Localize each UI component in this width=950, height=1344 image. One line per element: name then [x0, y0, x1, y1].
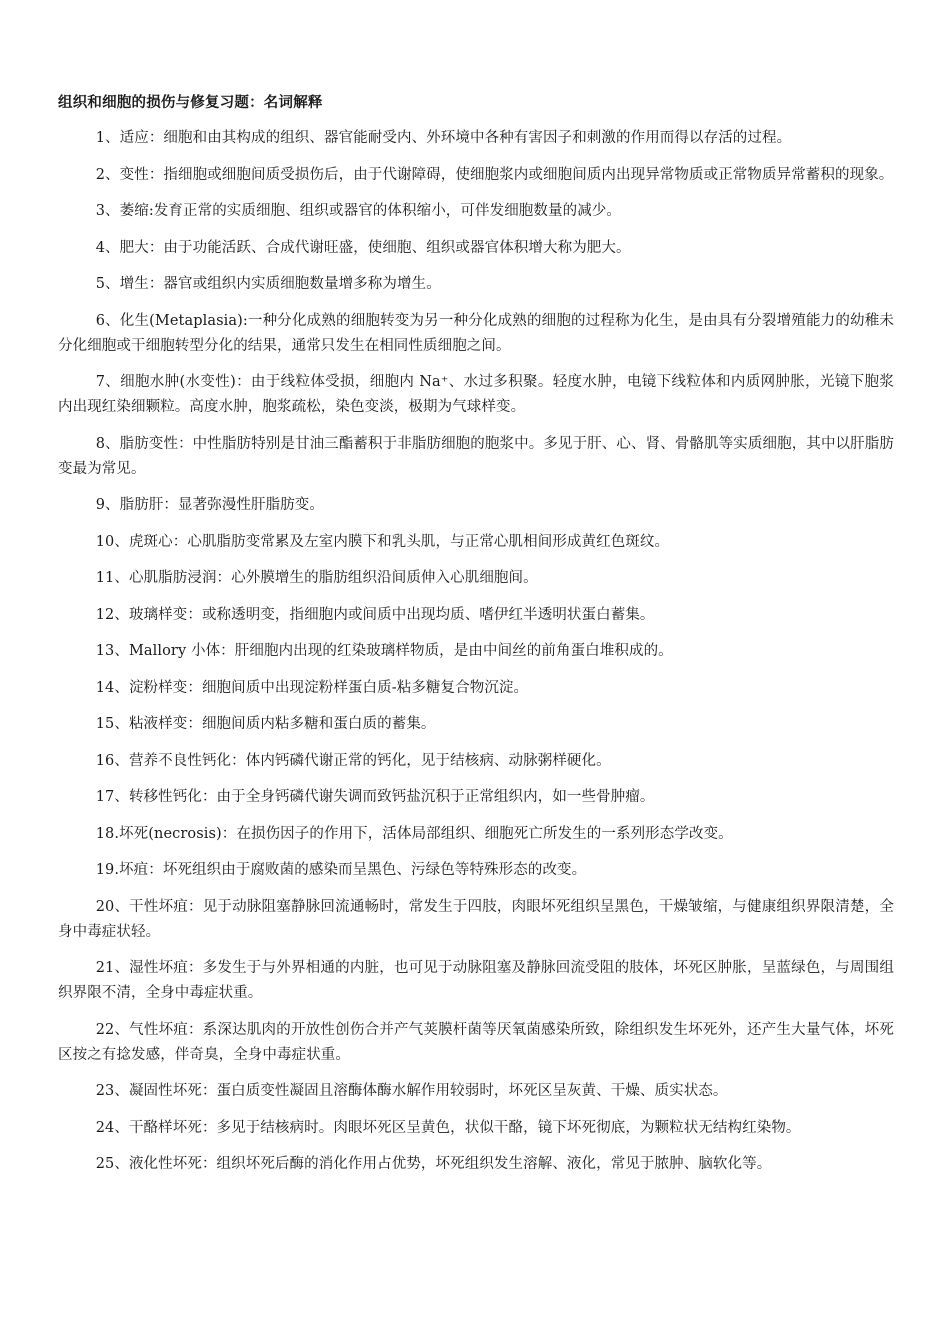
term-list	[58, 126, 894, 1177]
term-entry-2: 2、变性：指细胞或细胞间质受损伤后，由于代谢障碍，使细胞浆内或细胞间质内出现异常物质或正常物质异常蓄积的现象。	[95, 166, 894, 183]
term-entry-11: 11、心肌脂肪浸润：心外膜增生的脂肪组织沿间质伸入心肌细胞间。	[95, 570, 538, 586]
term-entry-18: 18.坏死(necrosis)：在损伤因子的作用下，活体局部组织、细胞死亡所发生的一系列形态学改变。	[95, 825, 733, 842]
term-entry-4: 4、肥大：由于功能活跃、合成代谢旺盛，使细胞、组织或器官体积增大称为肥大。	[95, 239, 631, 256]
term-entry-16: 16、营养不良性钙化：体内钙磷代谢正常的钙化，见于结核病、动脉粥样硬化。	[95, 752, 611, 769]
term-entry-25: 25、液化性坏死：组织坏死后酶的消化作用占优势，坏死组织发生溶解、液化，常见于脓肿、脑软化等。	[95, 1156, 772, 1172]
term-entry-23: 23、凝固性坏死：蛋白质变性凝固且溶酶体酶水解作用较弱时，坏死区呈灰黄、干燥、质实状态。	[95, 1083, 728, 1099]
footer-watermark	[300, 1283, 660, 1295]
term-entry-9: 9、脂肪肝：显著弥漫性肝脂肪变。	[95, 497, 325, 513]
term-entry-10: 10、虎斑心：心肌脂肪变常累及左室内膜下和乳头肌，与正常心肌相间形成黄红色斑纹。	[95, 533, 670, 550]
term-entry-12: 12、玻璃样变：或称透明变，指细胞内或间质中出现均质、嗜伊红半透明状蛋白蓄集。	[95, 606, 655, 623]
term-entry-17: 17、转移性钙化：由于全身钙磷代谢失调而致钙盐沉积于正常组织内，如一些骨肿瘤。	[95, 789, 655, 805]
term-entry-20: 20、干性坏疽：见于动脉阻塞静脉回流通畅时，常发生于四肢，肉眼坏死组织呈黑色，干燥皱缩，与健康组织界限清楚，全身中毒症状轻。	[58, 898, 894, 940]
term-entry-1: 1、适应：细胞和由其构成的组织、器官能耐受内、外环境中各种有害因子和刺激的作用而得以存活的过程。	[95, 130, 792, 146]
term-entry-14: 14、淀粉样变：细胞间质中出现淀粉样蛋白质-粘多糖复合物沉淀。	[95, 679, 529, 696]
term-entry-6: 6、化生(Metaplasia):一种分化成熟的细胞转变为另一种分化成熟的细胞的过程称为化生，是由具有分裂增殖能力的幼稚未分化细胞或干细胞转型分化的结果，通常只发生在相同性质细胞之间。	[58, 312, 894, 354]
term-entry-5: 5、增生：器官或组织内实质细胞数量增多称为增生。	[95, 276, 441, 292]
document-page	[58, 92, 894, 1189]
document-title: 组织和细胞的损伤与修复习题：名词解释	[58, 95, 323, 111]
term-entry-22: 22、气性坏疽：系深达肌肉的开放性创伤合并产气荚膜杆菌等厌氧菌感染所致，除组织发生坏死外，还产生大量气体，坏死区按之有捻发感，伴奇臭，全身中毒症状重。	[58, 1021, 894, 1063]
term-entry-21: 21、湿性坏疽：多发生于与外界相通的内脏，也可见于动脉阻塞及静脉回流受阻的肢体，坏死区肿胀，呈蓝绿色，与周围组织界限不清，全身中毒症状重。	[58, 960, 894, 1001]
term-entry-13: 13、Mallory 小体：肝细胞内出现的红染玻璃样物质，是由中间丝的前角蛋白堆积成的。	[95, 643, 673, 659]
term-entry-3: 3、萎缩:发育正常的实质细胞、组织或器官的体积缩小，可伴发细胞数量的减少。	[95, 203, 621, 219]
term-entry-8: 8、脂肪变性：中性脂肪特别是甘油三酯蓄积于非脂肪细胞的胞浆中。多见于肝、心、肾、骨骼肌等实质细胞，其中以肝脂肪变最为常见。	[58, 435, 894, 477]
term-entry-7: 7、细胞水肿(水变性)：由于线粒体受损，细胞内 Na⁺、水过多积聚。轻度水肿，电镜下线粒体和内质网肿胀，光镜下胞浆内出现红染细颗粒。高度水肿，胞浆疏松，染色变淡，极期为气球样变。	[58, 374, 894, 415]
term-entry-24: 24、干酪样坏死：多见于结核病时。肉眼坏死区呈黄色，状似干酪，镜下坏死彻底，为颗粒状无结构红染物。	[95, 1119, 801, 1136]
term-entry-15: 15、粘液样变：细胞间质内粘多糖和蛋白质的蓄集。	[95, 716, 436, 732]
term-entry-19: 19.坏疽：坏死组织由于腐败菌的感染而呈黑色、污绿色等特殊形态的改变。	[95, 862, 587, 878]
